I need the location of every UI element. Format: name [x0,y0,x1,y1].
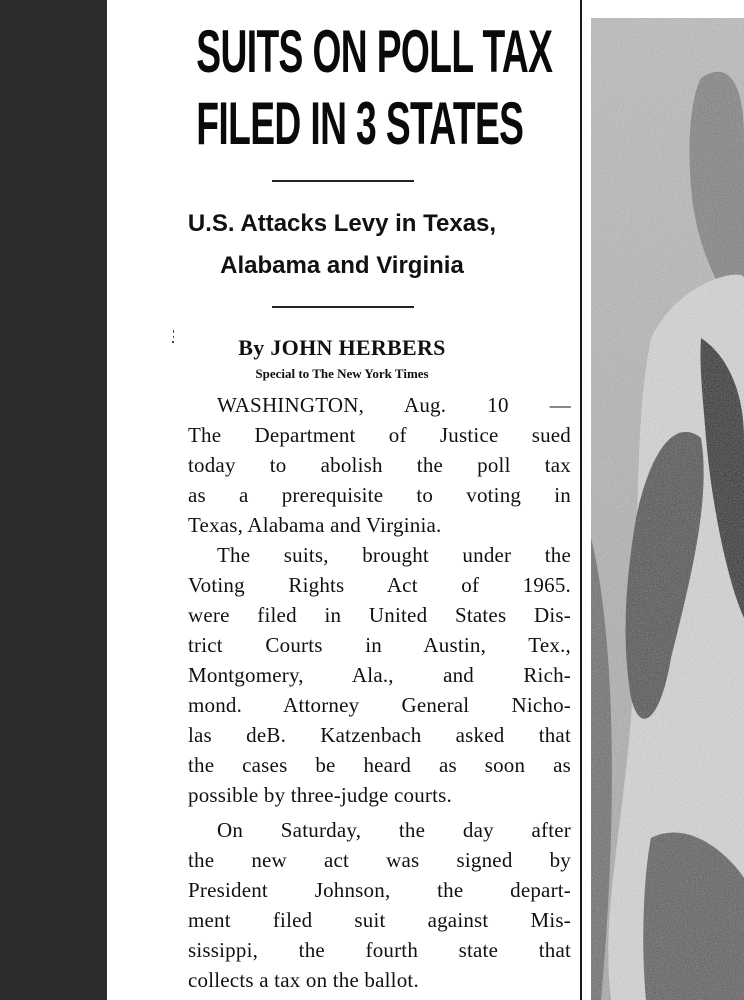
print-speck [172,330,175,344]
byline-credit: Special to The New York Times [255,366,429,381]
body-line: The Department of Justice sued [188,423,571,447]
body-line: WASHINGTON, Aug. 10 — [217,393,571,417]
headline-line-1: SUITS ON POLL TAX [196,18,553,85]
newspaper-photo [591,18,744,1000]
body-line: ment filed suit against Mis- [188,908,571,932]
body-line: On Saturday, the day after [217,818,571,842]
body-line: mond. Attorney General Nicho- [188,693,571,717]
photo-halftone [591,18,744,1000]
body-line: Voting Rights Act of 1965. [188,573,571,597]
body-line: sissippi, the fourth state that [188,938,571,962]
deck-line-1: U.S. Attacks Levy in Texas, [187,210,497,237]
byline: By JOHN HERBERS [238,335,446,360]
body-line: The suits, brought under the [217,543,571,567]
body-line: Montgomery, Ala., and Rich- [188,663,571,687]
article-column [107,0,577,1000]
body-line: the new act was signed by [188,848,571,872]
left-margin-strip [0,0,107,1000]
headline-line-2: FILED IN 3 STATES [196,90,524,157]
body-line: President Johnson, the depart- [188,878,571,902]
body-line: as a prerequisite to voting in [188,483,571,507]
deck-divider [272,306,414,308]
body-line: las deB. Katzenbach asked that [188,723,571,747]
body-line: the cases be heard as soon as [188,753,571,777]
deck-line-2: Alabama and Virginia [220,252,464,279]
column-rule [580,0,582,1000]
headline-divider [272,180,414,182]
body-line: possible by three-judge courts. [188,783,452,807]
body-line: Texas, Alabama and Virginia. [188,513,442,537]
body-line: trict Courts in Austin, Tex., [188,633,571,657]
body-line: collects a tax on the ballot. [188,968,419,992]
body-line: today to abolish the poll tax [188,453,571,477]
body-line: were filed in United States Dis- [188,603,571,627]
